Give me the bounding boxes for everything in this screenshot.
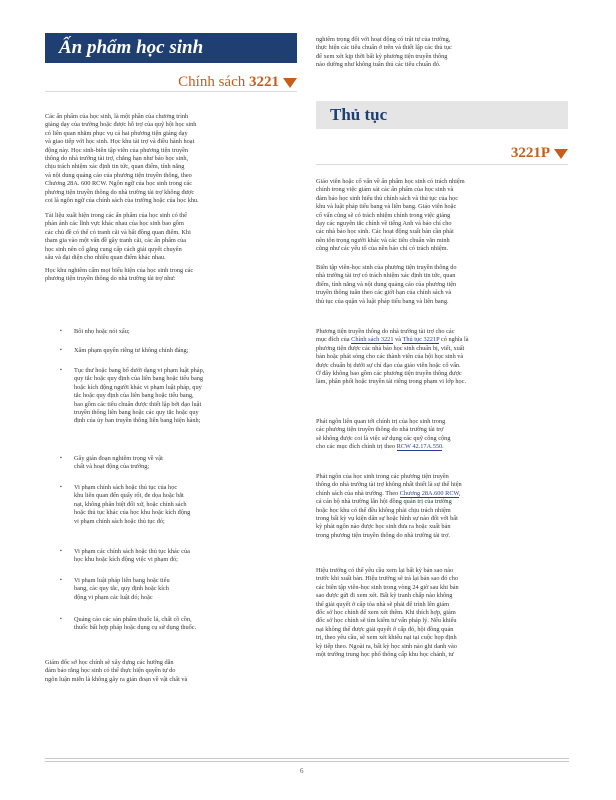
text-line: tắc hoặc quy định của liên bang hoặc tiểu bang,: [74, 392, 194, 400]
text-line: truyền thông liên bang hoặc các quy tắc hoặc quy: [74, 409, 199, 417]
text-line: Bôi nhọ hoặc nói xấu;: [74, 328, 130, 335]
text-line: phản ánh các lĩnh vực khác nhau của học sinh bao gồm: [45, 220, 184, 228]
text-line: học khu hoặc kích động việc vi phạm đó;: [74, 556, 178, 564]
bullet-icon: ▪: [60, 368, 62, 373]
text-line: định của ủy ban truyền thông liên bang hiện hành;: [74, 417, 201, 425]
text-line: vi phạm chính sách hoặc thủ tục đó;: [74, 517, 165, 525]
procedure-heading: [420, 145, 568, 162]
bullet-icon: ▪: [60, 348, 62, 353]
text-run: và: [395, 336, 402, 344]
text-line: và giao tiếp với học sinh. Học khu tài trợ và điều hành hoạt: [45, 138, 195, 146]
text-line: Vi phạm luật pháp liên bang hoặc tiểu: [74, 577, 170, 584]
text-line: Vi phạm các chính sách hoặc thủ tục khác của: [74, 548, 190, 555]
text-line: cả cán bộ nhà trường lẫn hội đồng quản trị của trường: [316, 498, 452, 506]
paragraph: [316, 567, 459, 659]
policy-divider: [45, 90, 297, 92]
text-line: giảng dạy của trường hoặc được hỗ trợ của quỹ hội học sinh: [45, 121, 197, 129]
list-item-text: [74, 548, 190, 565]
text-line: Vi phạm chính sách hoặc thủ tục của học: [74, 484, 178, 491]
text-line: cũng như các yếu tố của nền báo chí có trách nhiệm.: [316, 245, 449, 253]
procedure-divider: [316, 163, 568, 165]
text-line: một trường trung học phổ thông cấp khu học chánh, tư: [316, 651, 454, 659]
list-item-text: [74, 577, 170, 602]
link-rcw-42-17a-550[interactable]: RCW 42.17A.550: [396, 443, 443, 451]
list-item-text: [74, 347, 188, 355]
text-line: phương tiện truyền thông do nhà trường tài trợ không được: [45, 188, 195, 196]
text-line: thuốc bất hợp pháp hoặc dụng cụ sử dụng thuốc.: [74, 624, 197, 632]
text-line: Xâm phạm quyền riêng tư không chính đáng;: [74, 347, 189, 354]
text-line: hoặc thủ tục khác của học khu hoặc kích động: [74, 509, 191, 517]
bullet-icon: ▪: [60, 617, 62, 622]
text-line: bao gồm các tiêu chuẩn được thiết lập bởi đạo luật: [74, 400, 202, 408]
text-line: chính trong việc giám sát các ấn phẩm của học sinh và: [316, 186, 454, 194]
paragraph: [45, 659, 187, 684]
text-line: nạt, không phân biệt đối xử, hoặc chính sách: [74, 500, 187, 508]
text-line: chất và hoạt động của trường;: [74, 463, 150, 471]
text-line: chịu trách nhiệm xác định tin tức, quan điểm, tính năng: [45, 163, 185, 171]
text-line: truyền thông tuân theo các giới hạn của chính sách và: [316, 289, 452, 297]
paragraph: [316, 36, 452, 70]
text-run: chính sách của nhà trường. Theo: [316, 489, 399, 497]
footer-rule: [45, 761, 569, 762]
text-line: Ở đây không bao gồm các phương tiện truyền thông được: [316, 370, 462, 378]
text-line: Phát ngôn liên quan tới chính trị của học sinh trong: [316, 418, 446, 425]
text-line: bang, các quy tắc, quy định hoặc kích: [74, 585, 169, 593]
text-line: Tục thư hoặc bang bổ dưới dạng vi phạm luật pháp,: [74, 367, 205, 374]
text-line: điểm, tính năng và nội dung quảng cáo của phương tiện: [316, 280, 457, 288]
text-line: Học khu nghiêm cấm mọi biểu hiện của học sinh trong các: [45, 267, 194, 274]
text-line: Gây gián đoạn nghiêm trọng về vật: [74, 455, 163, 462]
text-line: nào dường như không tuân thủ các tiêu chuẩn đó.: [316, 61, 441, 69]
triangle-down-icon: [283, 78, 297, 88]
triangle-down-icon: [554, 149, 568, 159]
text-run: cho các mục đích chính trị theo: [316, 443, 396, 451]
text-line: phương tiện truyền thông do nhà trường tài trợ như:: [45, 275, 176, 283]
paragraph: [316, 418, 450, 452]
title-banner: [45, 33, 297, 63]
policy-label: Chính sách: [178, 74, 246, 90]
text-line: được chuẩn bị dưới sự chỉ đạo của giáo viên hoặc cố vấn.: [316, 361, 461, 369]
procedure-title: Thủ tục: [330, 105, 388, 124]
paragraph: [45, 212, 191, 262]
text-line: cố vấn cũng sẽ có trách nhiệm chính trong việc giảng: [316, 211, 451, 219]
text-line: Chương 28A. 600 RCW. Ngôn ngữ của học sinh trong các: [45, 180, 193, 188]
text-line: Giáo viên hoặc cố vấn về ấn phẩm học sinh có trách nhiệm: [316, 178, 465, 185]
text-line: làm, phân phối hoặc truyền tải riêng trong phạm vi lớp học.: [316, 378, 467, 386]
text-line: bản hoặc phát sóng cho các thành viên của hội học sinh và: [316, 353, 464, 361]
bullet-icon: ▪: [60, 549, 62, 554]
text-line: hoặc học khu có thể đều không phải chịu trách nhiệm: [316, 506, 451, 514]
text-line: tham gia vào một vấn đề gây tranh cãi, các ấn phẩm của: [45, 237, 187, 245]
text-line: các biên tập viên-học sinh trong vòng 24 giờ sau khi bản: [316, 583, 459, 591]
text-line: thể giải quyết ở cấp tòa nhà sẽ phải để trình lên giám: [316, 600, 450, 608]
list-item-text: [74, 616, 196, 633]
text-line: và nội dung quảng cáo của phương tiện truyền thông, theo: [45, 171, 192, 179]
text-line: để xem xét kịp thời bất kỳ phương tiện truyền thông: [316, 52, 448, 60]
text-line: ngôn luận miễn là không gây ra gián đoạn về vật chất và: [45, 675, 188, 683]
text-line: dạy các nguyên tắc chính về tiếng Anh và báo chí cho: [316, 220, 452, 228]
text-line: [316, 490, 462, 498]
text-line: các phương tiện truyền thông do nhà trường tài trợ: [316, 426, 444, 434]
page-title: Ấn phẩm học sinh: [59, 37, 204, 58]
text-line: Biên tập viên-học sinh của phương tiện truyền thông do: [316, 264, 457, 271]
text-line: Hiệu trưởng có thể yêu cầu xem lại bất kỳ bản sao nào: [316, 567, 454, 574]
text-run: .: [442, 443, 444, 451]
text-line: sẽ không được coi là việc sử dụng các quỹ công cộng: [316, 434, 451, 442]
procedure-code: 3221P: [510, 145, 550, 161]
procedure-banner: [316, 101, 568, 129]
text-line: [316, 443, 450, 451]
bullet-icon: ▪: [60, 485, 62, 490]
text-line: các chủ đề có thể có tranh cãi và bất đồng quan điểm. Khi: [45, 228, 191, 236]
list-item-text: [74, 367, 204, 426]
text-line: đốc sở học chính sẽ tìm kiếm tư vấn pháp lý. Nếu khiếu: [316, 617, 457, 625]
text-line: nghiêm trọng đối với hoạt động có trật tự của trường,: [316, 36, 451, 43]
list-item-text: [74, 484, 190, 526]
text-line: nại không thể được giải quyết ở cấp đó, hội đồng quản: [316, 625, 454, 633]
text-line: khu liên quan đến quấy rối, đe dọa hoặc bắt: [74, 492, 184, 500]
text-line: trong bất kỳ vụ kiện dân sự hoặc hình sự nào đối với bất: [316, 515, 458, 523]
text-line: trị, theo yêu cầu, sẽ xem xét khiếu nại tại cuộc họp định: [316, 634, 457, 642]
text-line: Tài liệu xuất hiện trong các ấn phẩm của học sinh có thể: [45, 212, 187, 219]
paragraph: [316, 178, 465, 254]
link-procedure-3221p[interactable]: Thủ tục 3221P: [402, 336, 440, 344]
paragraph: [45, 113, 199, 205]
bullet-icon: ▪: [60, 578, 62, 583]
policy-number: 3221: [249, 74, 279, 90]
text-line: phương tiện được các nhà báo học sinh chuẩn bị, viết, xuất: [316, 344, 465, 352]
paragraph: [316, 264, 457, 306]
bullet-icon: ▪: [60, 329, 62, 334]
text-line: Phát ngôn của học sinh trong các phương tiện truyền: [316, 473, 449, 480]
text-line: đảm bảo học sinh hiểu thủ chính sách và thủ tục của học: [316, 194, 458, 202]
footer-rule: [45, 758, 569, 759]
text-line: nhà trường tài trợ có trách nhiệm xác định tin tức, quan: [316, 272, 456, 280]
text-line: hoặc kích động người khác vi phạm luật pháp, quy: [74, 383, 202, 391]
text-line: sâu và đại diện cho nhiều quan điểm khác nhau.: [45, 254, 166, 262]
text-run: mục đích của: [316, 336, 350, 344]
bullet-icon: ▪: [60, 456, 62, 461]
text-line: kỳ phát ngôn nào được học sinh đưa ra hoặc xuất bản: [316, 523, 451, 531]
paragraph: [45, 267, 193, 284]
text-line: các nhà báo học sinh. Các hoạt động xuất bản cần phải: [316, 228, 454, 236]
link-chapter-28a-600-rcw[interactable]: Chương 28A.600 RCW: [399, 489, 459, 497]
text-line: coi là ngôn ngữ của chính sách của trường hoặc của học khu.: [45, 197, 199, 205]
text-line: động này. Học sinh-biên tập viên của phương tiện truyền: [45, 146, 189, 154]
text-line: Quảng cáo các sản phẩm thuốc lá, chất cồ cồn,: [74, 616, 192, 623]
text-line: trước khi xuất bản. Hiệu trưởng sẽ trả lại bản sao đó cho: [316, 575, 459, 583]
text-line: đảm bảo rằng học sinh có thể thực hiện quyền tự do: [45, 667, 176, 675]
text-line: [316, 336, 469, 344]
text-line: động vi phạm các luật đó; hoặc: [74, 593, 153, 601]
text-line: Phương tiện truyền thông do nhà trường tài trợ cho các: [316, 328, 455, 335]
link-policy-3221[interactable]: Chính sách 3221: [351, 336, 394, 344]
text-line: khu và luật pháp tiểu bang và liên bang. Giáo viên hoặc: [316, 203, 457, 211]
paragraph: [316, 473, 462, 540]
paragraph: [316, 328, 469, 387]
list-item-text: [74, 328, 130, 336]
text-line: thực hiện các tiêu chuẩn ở trên và thiết lập các thủ tục: [316, 44, 452, 52]
text-line: thông do nhà trường tài trợ không nhất thiết là sự thể hiện: [316, 481, 462, 489]
page-number: 6: [300, 767, 304, 775]
text-line: thông do nhà trường tài trợ, chẳng hạn như báo học sinh,: [45, 155, 189, 163]
text-line: quy tắc hoặc quy định của liên bang hoặc tiểu bang: [74, 375, 204, 383]
text-line: Giám đốc sở học chính sẽ xây dựng các hướng dẫn: [45, 659, 174, 666]
text-run: có nghĩa là: [440, 336, 469, 344]
text-line: sao được gửi đi xem xét. Bất kỳ tranh chấp nào không: [316, 592, 453, 600]
text-line: học sinh nên cố gắng cung cấp cách giải quyết chuyên: [45, 245, 182, 253]
text-line: nên tôn trọng người khác và các tiêu chuẩn văn minh: [316, 236, 450, 244]
text-line: trong phương tiện truyền thông do nhà trường tài trợ.: [316, 531, 450, 539]
text-line: Các ấn phẩm của học sinh, là một phần của chương trình: [45, 113, 189, 120]
list-item-text: [74, 455, 163, 472]
text-line: có liên quan nhằm phục vụ cả hai phương tiện giảng dạy: [45, 129, 188, 137]
text-line: kỳ tiếp theo. Ngoài ra, bất kỳ học sinh nào ghi danh vào: [316, 642, 457, 650]
text-line: đốc sở học chính để xem xét thêm. Khi thích hợp, giám: [316, 609, 456, 617]
text-line: thủ tục của quận và luật pháp tiểu bang và liên bang.: [316, 297, 449, 305]
text-run: ,: [458, 489, 461, 497]
policy-heading: [150, 74, 297, 91]
